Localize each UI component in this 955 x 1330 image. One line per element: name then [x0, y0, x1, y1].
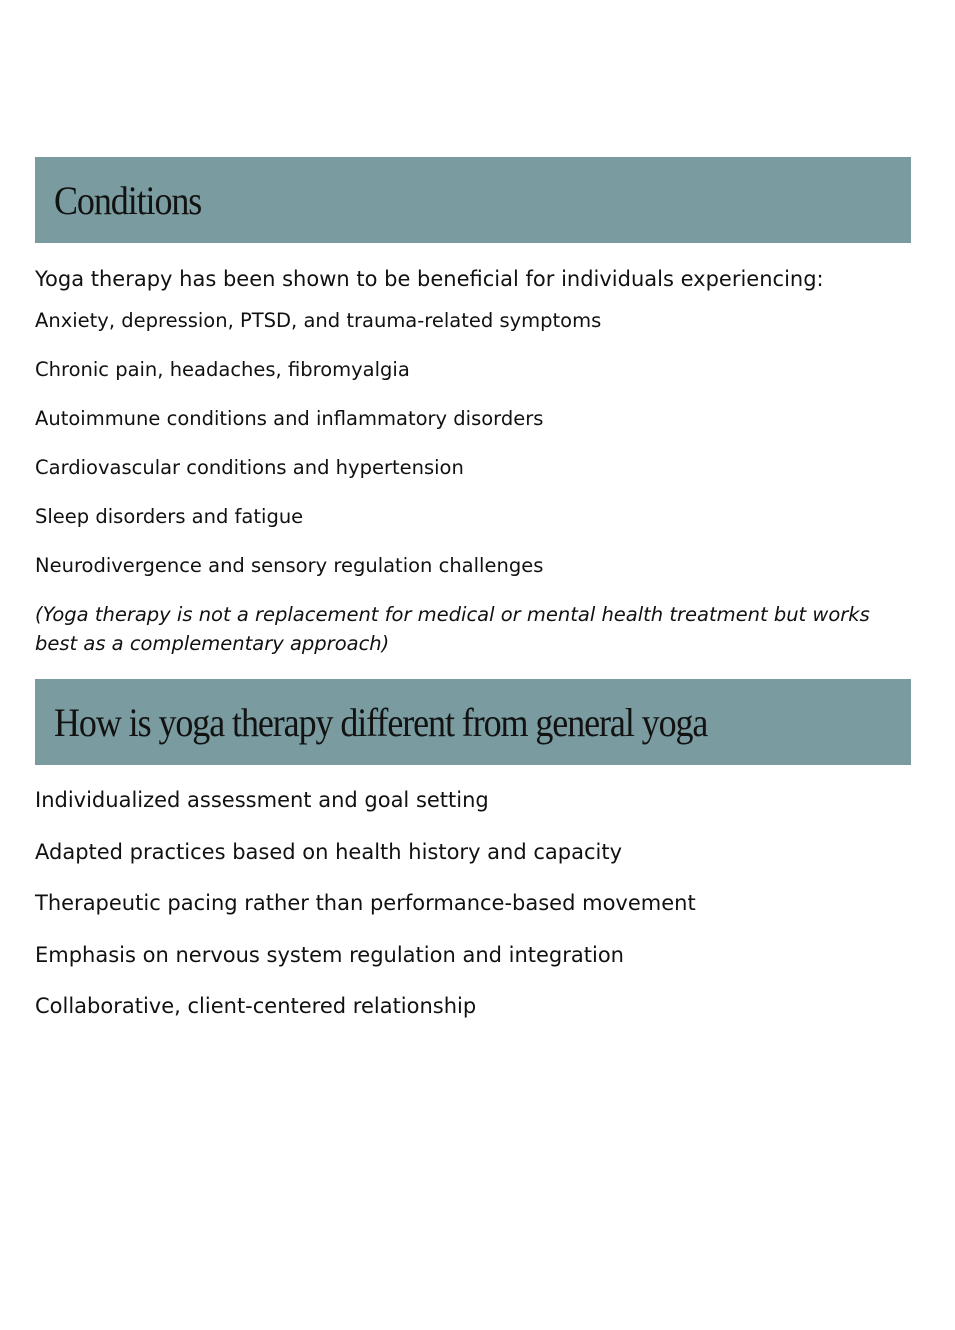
difference-item: Therapeutic pacing rather than performance-based movement [35, 891, 696, 915]
difference-title: How is yoga therapy different from general yoga [54, 699, 708, 745]
conditions-list [35, 308, 911, 579]
difference-item: Adapted practices based on health history and capacity [35, 839, 623, 864]
conditions-header-bar [35, 157, 911, 243]
disclaimer-note: (Yoga therapy is not a replacement for medical or mental health treatment but works best as a complementary approach) [35, 603, 870, 655]
condition-item: Neurodivergence and sensory regulation challenges [35, 554, 544, 577]
conditions-intro: Yoga therapy has been shown to be beneficial for individuals experiencing: [35, 267, 824, 291]
condition-item: Anxiety, depression, PTSD, and trauma-related symptoms [35, 309, 602, 332]
condition-item: Sleep disorders and fatigue [35, 505, 304, 528]
condition-item: Chronic pain, headaches, fibromyalgia [35, 358, 410, 381]
conditions-section [35, 157, 911, 658]
condition-item: Cardiovascular conditions and hypertension [35, 456, 464, 479]
difference-item: Collaborative, client-centered relationship [35, 994, 477, 1018]
difference-item: Emphasis on nervous system regulation and integration [35, 942, 624, 967]
difference-header-bar [35, 679, 911, 765]
difference-item: Individualized assessment and goal setting [35, 788, 489, 812]
difference-list [35, 786, 911, 1020]
conditions-title: Conditions [54, 177, 202, 223]
condition-item: Autoimmune conditions and inflammatory disorders [35, 407, 544, 430]
document-page [35, 157, 911, 1044]
difference-section [35, 679, 911, 1020]
